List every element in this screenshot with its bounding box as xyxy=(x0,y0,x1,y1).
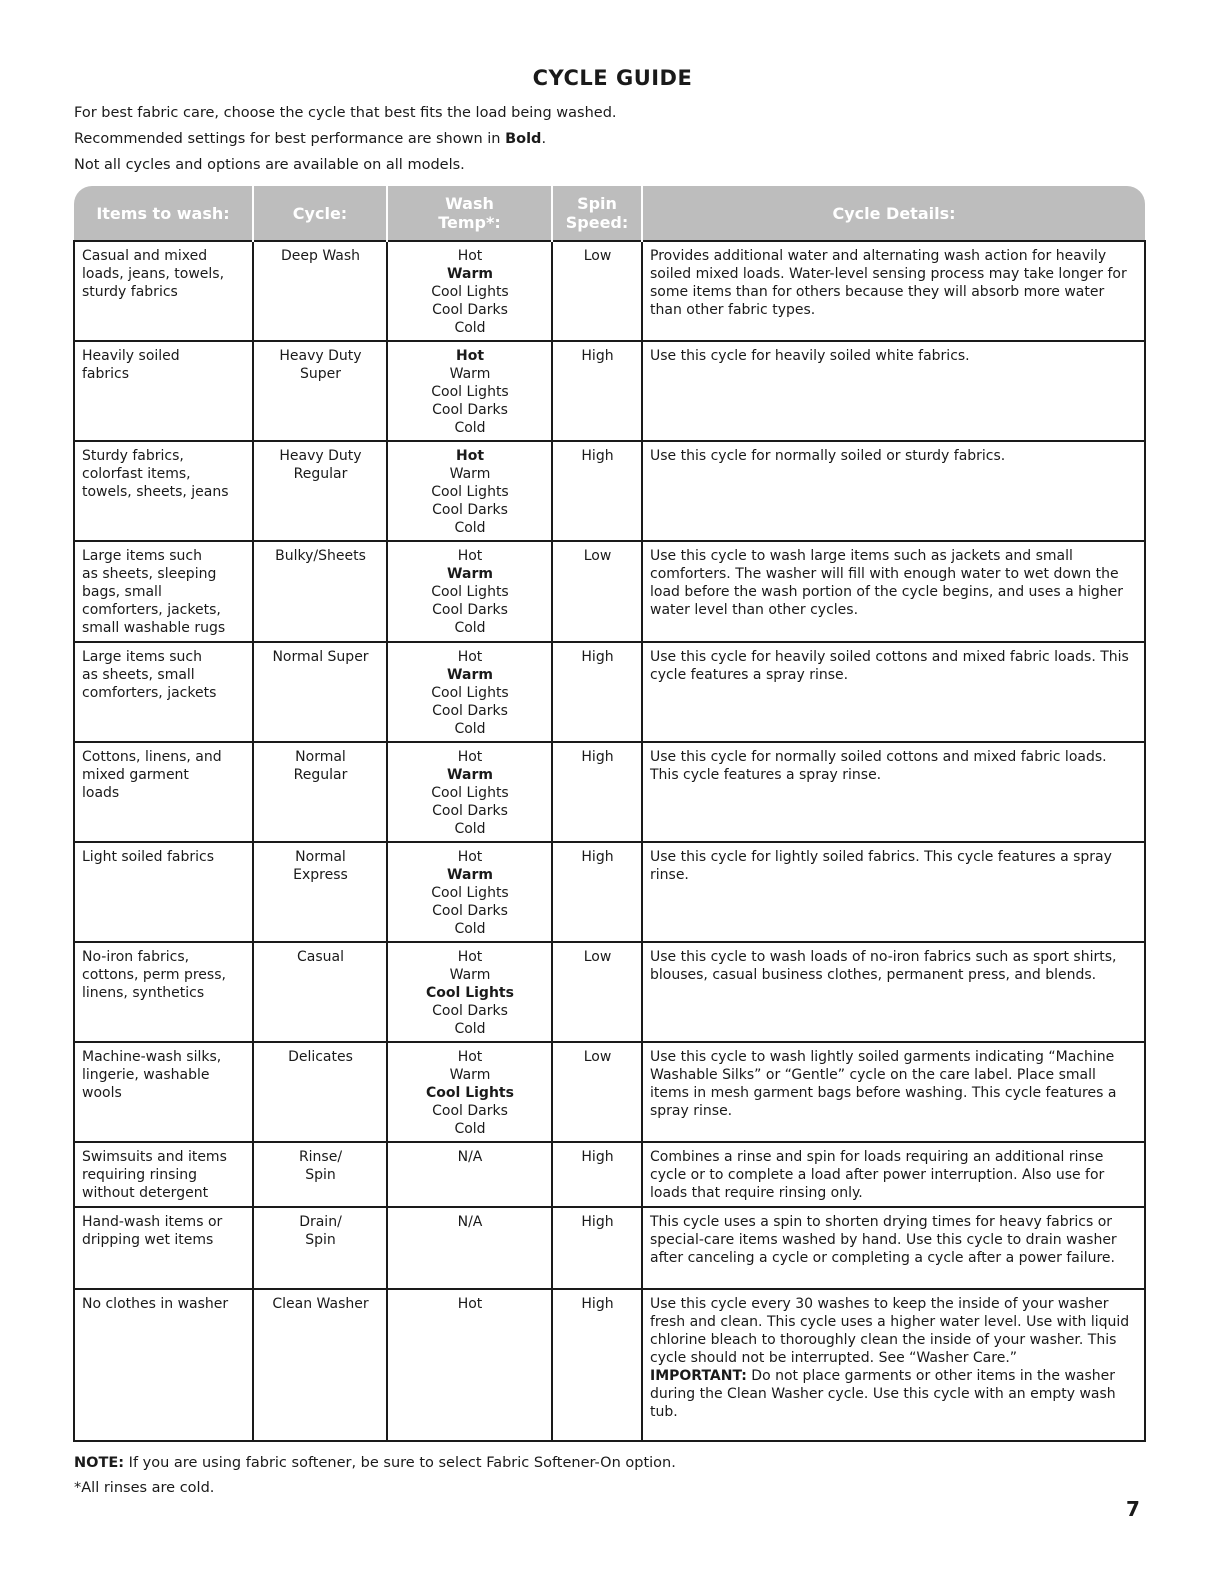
wash-temp-option: Cool Lights xyxy=(426,1085,514,1101)
header-spin-speed: Spin Speed: xyxy=(552,186,642,241)
wash-temp-option: Cool Lights xyxy=(431,284,509,300)
table-row xyxy=(74,1042,1145,1142)
cycle-name-cell: Rinse/ Spin xyxy=(253,1142,387,1207)
table-row xyxy=(74,241,1145,341)
asterisk-note: *All rinses are cold. xyxy=(74,1480,215,1496)
cycle-name-cell: Casual xyxy=(253,942,387,1042)
header-cycle-details: Cycle Details: xyxy=(642,186,1145,241)
items-to-wash-cell: Machine-wash silks, lingerie, washable wools xyxy=(74,1042,253,1142)
header-cycle: Cycle: xyxy=(253,186,387,241)
wash-temp-option: Cold xyxy=(454,921,486,937)
note-text: If you are using fabric softener, be sure to select Fabric Softener-On option. xyxy=(124,1455,676,1471)
cycle-details-cell xyxy=(642,341,1145,441)
items-to-wash-cell: Hand-wash items or dripping wet items xyxy=(74,1207,253,1289)
wash-temp-cell xyxy=(387,942,552,1042)
wash-temp-option: Cool Lights xyxy=(431,384,509,400)
cycle-details-text: Use this cycle to wash large items such as jackets and small comforters. The washer will fill with enough water to wet down the load before the wash portion of the cycle begins, and uses a higher water level than other cycles. xyxy=(650,548,1124,618)
wash-temp-option: Cool Lights xyxy=(431,584,509,600)
wash-temp-cell xyxy=(387,842,552,942)
table-row xyxy=(74,642,1145,742)
intro-line-2 xyxy=(74,126,617,152)
table-row xyxy=(74,842,1145,942)
cycle-details-text: Use this cycle for normally soiled cottons and mixed fabric loads. This cycle features a spray rinse. xyxy=(650,749,1107,783)
wash-temp-cell xyxy=(387,241,552,341)
wash-temp-option: Hot xyxy=(457,749,483,765)
wash-temp-option: Hot xyxy=(457,849,483,865)
wash-temp-cell xyxy=(387,341,552,441)
items-to-wash-cell: No-iron fabrics, cottons, perm press, linens, synthetics xyxy=(74,942,253,1042)
wash-temp-option: N/A xyxy=(457,1149,483,1165)
spin-speed-cell: High xyxy=(552,642,642,742)
cycle-name-cell: Deep Wash xyxy=(253,241,387,341)
cycle-details-text: Use this cycle to wash loads of no-iron fabrics such as sport shirts, blouses, casual business clothes, permanent press, and blends. xyxy=(650,949,1117,983)
table-row xyxy=(74,942,1145,1042)
table-row xyxy=(74,341,1145,441)
wash-temp-option: Cold xyxy=(454,320,486,336)
cycle-details-text: Use this cycle for lightly soiled fabrics. This cycle features a spray rinse. xyxy=(650,849,1112,883)
cycle-details-text: Use this cycle every 30 washes to keep the inside of your washer fresh and clean. This cycle uses a higher water level. Use with liquid chlorine bleach to thoroughly clean the inside of your washer. This cycle should not be interrupted. See “Washer Care.” xyxy=(650,1296,1130,1366)
cycle-details-cell xyxy=(642,642,1145,742)
wash-temp-cell xyxy=(387,1142,552,1207)
wash-temp-option: Warm xyxy=(449,1067,491,1083)
wash-temp-cell xyxy=(387,1289,552,1441)
cycle-details-text: This cycle uses a spin to shorten drying times for heavy fabrics or special-care items washed by hand. Use this cycle to drain washer after canceling a cycle or completing a cycle after a power failure. xyxy=(650,1214,1117,1266)
table-row xyxy=(74,441,1145,541)
items-to-wash-cell: No clothes in washer xyxy=(74,1289,253,1441)
wash-temp-option: Cold xyxy=(454,420,486,436)
wash-temp-cell xyxy=(387,1042,552,1142)
wash-temp-option: Hot xyxy=(457,1049,483,1065)
cycle-name-cell: Clean Washer xyxy=(253,1289,387,1441)
cycle-name-cell: Heavy Duty Super xyxy=(253,341,387,441)
cycle-name-cell: Normal Regular xyxy=(253,742,387,842)
intro-bold-word: Bold xyxy=(505,131,542,147)
wash-temp-option: Hot xyxy=(457,649,483,665)
wash-temp-option: Hot xyxy=(457,248,483,264)
cycle-name-cell: Bulky/Sheets xyxy=(253,541,387,642)
cycle-details-cell xyxy=(642,1289,1145,1441)
wash-temp-option: Warm xyxy=(449,366,491,382)
header-items: Items to wash: xyxy=(74,186,253,241)
intro-line-3: Not all cycles and options are available on all models. xyxy=(74,157,465,173)
items-to-wash-cell: Large items such as sheets, small comforters, jackets xyxy=(74,642,253,742)
wash-temp-option: Cool Darks xyxy=(432,402,508,418)
cycle-details-cell xyxy=(642,742,1145,842)
cycle-name-cell: Normal Super xyxy=(253,642,387,742)
table-body xyxy=(74,241,1145,1441)
cycle-name-cell: Normal Express xyxy=(253,842,387,942)
table-row xyxy=(74,541,1145,642)
wash-temp-option: Cool Darks xyxy=(432,502,508,518)
footnotes xyxy=(74,1451,676,1501)
wash-temp-option: Cool Lights xyxy=(431,484,509,500)
cycle-name-cell: Heavy Duty Regular xyxy=(253,441,387,541)
wash-temp-option: Cold xyxy=(454,620,486,636)
table-header-row xyxy=(74,186,1145,241)
items-to-wash-cell: Cottons, linens, and mixed garment loads xyxy=(74,742,253,842)
table-row xyxy=(74,1289,1145,1441)
cycle-details-text: Use this cycle for heavily soiled cottons and mixed fabric loads. This cycle features a spray rinse. xyxy=(650,649,1129,683)
intro-line-2-prefix: Recommended settings for best performance are shown in xyxy=(74,131,506,147)
wash-temp-option: Cold xyxy=(454,821,486,837)
spin-speed-cell: Low xyxy=(552,541,642,642)
wash-temp-cell xyxy=(387,642,552,742)
wash-temp-option: Cool Lights xyxy=(431,885,509,901)
items-to-wash-cell: Swimsuits and items requiring rinsing without detergent xyxy=(74,1142,253,1207)
table-row xyxy=(74,1142,1145,1207)
cycle-name-cell: Drain/ Spin xyxy=(253,1207,387,1289)
wash-temp-option: Cool Darks xyxy=(432,1003,508,1019)
wash-temp-option: Hot xyxy=(455,348,485,364)
wash-temp-option: Warm xyxy=(449,967,491,983)
wash-temp-option: Hot xyxy=(457,949,483,965)
wash-temp-cell xyxy=(387,441,552,541)
wash-temp-option: Cold xyxy=(454,721,486,737)
important-text: Do not place garments or other items in the washer during the Clean Washer cycle. Use this cycle with an empty wash tub. xyxy=(650,1368,1116,1420)
wash-temp-option: Cool Darks xyxy=(432,903,508,919)
wash-temp-option: Warm xyxy=(447,867,493,883)
cycle-details-cell xyxy=(642,541,1145,642)
wash-temp-option: Cold xyxy=(454,1121,486,1137)
spin-speed-cell: High xyxy=(552,1289,642,1441)
wash-temp-option: Cool Darks xyxy=(432,1103,508,1119)
items-to-wash-cell: Sturdy fabrics, colorfast items, towels, sheets, jeans xyxy=(74,441,253,541)
note-label: NOTE: xyxy=(74,1455,125,1471)
wash-temp-option: Cool Darks xyxy=(432,703,508,719)
wash-temp-option: Cool Darks xyxy=(432,803,508,819)
wash-temp-option: Hot xyxy=(457,1296,483,1312)
wash-temp-cell xyxy=(387,742,552,842)
wash-temp-option: Cold xyxy=(454,520,486,536)
cycle-details-text: Combines a rinse and spin for loads requiring an additional rinse cycle or to complete a load after power interruption. Also use for loads that require rinsing only. xyxy=(650,1149,1105,1201)
page-number: 7 xyxy=(1126,1497,1140,1521)
cycle-details-cell xyxy=(642,1042,1145,1142)
spin-speed-cell: Low xyxy=(552,942,642,1042)
important-label: IMPORTANT: xyxy=(650,1368,747,1384)
spin-speed-cell: High xyxy=(552,742,642,842)
spin-speed-cell: High xyxy=(552,1207,642,1289)
spin-speed-cell: Low xyxy=(552,1042,642,1142)
note-line xyxy=(74,1451,676,1476)
wash-temp-option: Cold xyxy=(454,1021,486,1037)
spin-speed-cell: High xyxy=(552,441,642,541)
cycle-details-cell xyxy=(642,1142,1145,1207)
cycle-details-text: Use this cycle to wash lightly soiled garments indicating “Machine Washable Silks” or “Gentle” cycle on the care label. Place small items in mesh garment bags before washing. This cycle features a spray rinse. xyxy=(650,1049,1117,1119)
cycle-details-cell xyxy=(642,1207,1145,1289)
spin-speed-cell: High xyxy=(552,341,642,441)
wash-temp-option: Warm xyxy=(449,466,491,482)
cycle-details-cell xyxy=(642,842,1145,942)
intro-line-1: For best fabric care, choose the cycle that best fits the load being washed. xyxy=(74,105,617,121)
wash-temp-option: Cool Lights xyxy=(431,685,509,701)
wash-temp-option: Cool Lights xyxy=(426,985,514,1001)
wash-temp-cell xyxy=(387,1207,552,1289)
table-row xyxy=(74,742,1145,842)
wash-temp-option: Hot xyxy=(455,448,485,464)
items-to-wash-cell: Heavily soiled fabrics xyxy=(74,341,253,441)
cycle-guide-table xyxy=(73,186,1146,1442)
cycle-details-cell xyxy=(642,441,1145,541)
wash-temp-option: Warm xyxy=(447,767,493,783)
spin-speed-cell: High xyxy=(552,842,642,942)
wash-temp-option: Cool Darks xyxy=(432,302,508,318)
cycle-details-text: Use this cycle for heavily soiled white fabrics. xyxy=(650,348,970,364)
intro-text xyxy=(74,100,617,178)
items-to-wash-cell: Light soiled fabrics xyxy=(74,842,253,942)
header-wash-temp: Wash Temp*: xyxy=(387,186,552,241)
wash-temp-option: Hot xyxy=(457,548,483,564)
items-to-wash-cell: Large items such as sheets, sleeping bags, small comforters, jackets, small washable rugs xyxy=(74,541,253,642)
table-row xyxy=(74,1207,1145,1289)
wash-temp-option: Cool Darks xyxy=(432,602,508,618)
wash-temp-option: N/A xyxy=(457,1214,483,1230)
page-title: CYCLE GUIDE xyxy=(532,66,693,90)
wash-temp-option: Warm xyxy=(447,266,493,282)
cycle-name-cell: Delicates xyxy=(253,1042,387,1142)
cycle-details-text: Use this cycle for normally soiled or sturdy fabrics. xyxy=(650,448,1006,464)
cycle-details-text: Provides additional water and alternating wash action for heavily soiled mixed loads. Water-level sensing process may take longer for some items than for others because they will absorb more water than other fabric types. xyxy=(650,248,1127,318)
wash-temp-option: Warm xyxy=(447,566,493,582)
cycle-details-cell xyxy=(642,241,1145,341)
wash-temp-option: Warm xyxy=(447,667,493,683)
cycle-details-cell xyxy=(642,942,1145,1042)
intro-line-2-suffix: . xyxy=(541,131,547,147)
wash-temp-option: Cool Lights xyxy=(431,785,509,801)
spin-speed-cell: Low xyxy=(552,241,642,341)
items-to-wash-cell: Casual and mixed loads, jeans, towels, sturdy fabrics xyxy=(74,241,253,341)
wash-temp-cell xyxy=(387,541,552,642)
spin-speed-cell: High xyxy=(552,1142,642,1207)
